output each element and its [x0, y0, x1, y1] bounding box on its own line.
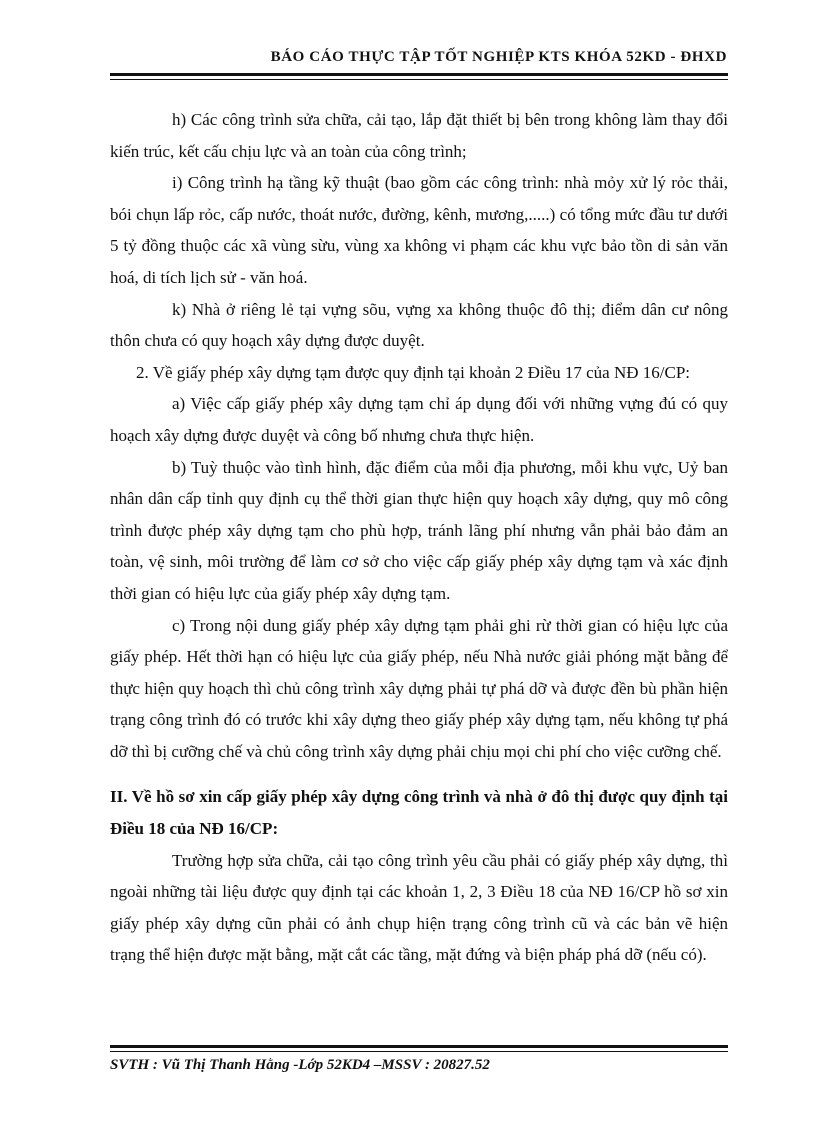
header-title: BÁO CÁO THỰC TẬP TỐT NGHIỆP KTS KHÓA 52KD - ĐHXD: [270, 49, 727, 65]
footer-divider-thin: [110, 1051, 728, 1052]
paragraph-final: Trường hợp sửa chữa, cải tạo công trình yêu cầu phải có giấy phép xây dựng, thì ngoài những tài liệu được quy định tại các khoản 1, 2, 3 Điều 18 của NĐ 16/CP hồ sơ xin giấy phép xây dựng cũn phải có ảnh chụp hiện trạng công trình cũ và các bản vẽ hiện trạng thể hiện được mặt bằng, mặt cắt các tầng, mặt đứng và biện pháp phá dỡ (nếu có).: [110, 850, 728, 965]
paragraph-b: b) Tuỳ thuộc vào tình hình, đặc điểm của mỗi địa phương, mỗi khu vực, Uỷ ban nhân dân cấp tỉnh quy định cụ thể thời gian thực hiện quy hoạch xây dựng, quy mô công trình được phép xây dựng tạm cho phù hợp, tránh lãng phí nhưng vẫn phải bảo đảm an toàn, vệ sinh, môi trường để làm cơ sở cho việc cấp giấy phép xây dựng tạm và xác định thời gian có hiệu lực của giấy phép xây dựng tạm.: [110, 457, 728, 603]
footer-text: SVTH : Vũ Thị Thanh Hằng -Lớp 52KD4 –MSSV : 20827.52: [110, 1057, 490, 1073]
paragraph-h: h) Các công trình sửa chữa, cải tạo, lắp đặt thiết bị bên trong không làm thay đổi kiến trúc, kết cấu chịu lực và an toàn của công trình;: [110, 110, 728, 161]
footer-divider: [110, 1045, 728, 1048]
section-heading: II. Về hồ sơ xin cấp giấy phép xây dựng công trình và nhà ở đô thị được quy định tại Điều 18 của NĐ 16/CP:: [110, 787, 728, 839]
paragraph-c: c) Trong nội dung giấy phép xây dựng tạm phải ghi rừ thời gian có hiệu lực của giấy phép. Hết thời hạn có hiệu lực của giấy phép, nếu Nhà nước giải phóng mặt bằng để thực hiện quy hoạch thì chủ công trình xây dựng phải tự phá dỡ và được đền bù phần hiện trạng công trình đó có trước khi xây dựng theo giấy phép xây dựng tạm, nếu không tự phá dỡ thì bị cưỡng chế và chủ công trình xây dựng phải chịu mọi chi phí cho việc cưỡng chế.: [110, 615, 728, 761]
paragraph-k: k) Nhà ở riêng lẻ tại vựng sõu, vựng xa không thuộc đô thị; điểm dân cư nông thôn chưa có quy hoạch xây dựng được duyệt.: [110, 299, 728, 351]
paragraph-a: a) Việc cấp giấy phép xây dựng tạm chỉ áp dụng đối với những vựng đú có quy hoạch xây dựng được duyệt và công bố nhưng chưa thực hiện.: [110, 394, 728, 445]
paragraph-i: i) Công trình hạ tầng kỹ thuật (bao gồm các công trình: nhà mỏy xử lý rỏc thải, bói chụn lấp rỏc, cấp nước, thoát nước, đường, kênh, mương,.....) có tổng mức đầu tư dưới 5 tỷ đồng thuộc các xã vùng sừu, vùng xa không vi phạm các khu vực bảo tồn di sản văn hoá, di tích lịch sử - văn hoá.: [110, 173, 728, 287]
header-divider: [110, 73, 728, 76]
document-body: [110, 104, 728, 971]
paragraph-section-2: 2. Về giấy phép xây dựng tạm được quy định tại khoản 2 Điều 17 của NĐ 16/CP:: [136, 362, 691, 382]
header-divider-thin: [110, 79, 728, 80]
